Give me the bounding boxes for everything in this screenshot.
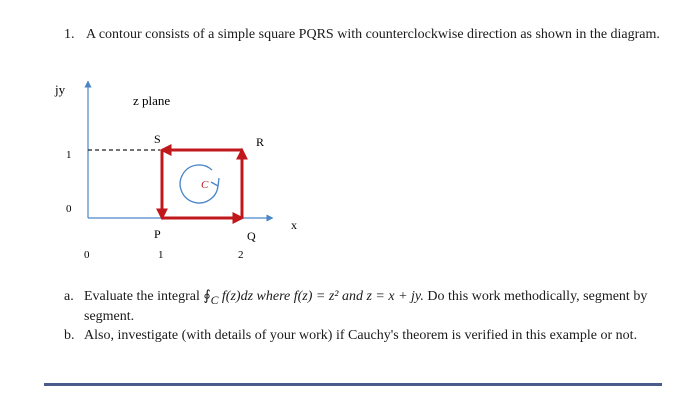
part-b <box>64 328 674 344</box>
part-a-pre: Evaluate the integral <box>84 289 200 304</box>
vertex-R: R <box>256 135 265 149</box>
integral-icon: ∮ <box>203 289 211 304</box>
sub-questions <box>64 289 674 347</box>
vertex-P: P <box>154 227 161 241</box>
vertex-Q: Q <box>247 229 256 243</box>
problem-number: 1. <box>64 27 75 42</box>
x-tick-0: 0 <box>84 249 90 261</box>
plane-label: z plane <box>133 93 171 108</box>
x-tick-2: 2 <box>238 249 244 261</box>
vertex-S: S <box>154 132 161 146</box>
contour-label: C <box>201 179 209 191</box>
y-tick-0: 0 <box>66 203 72 215</box>
part-b-letter: b. <box>64 327 75 343</box>
part-a-letter: a. <box>64 289 74 304</box>
part-a-expression: f(z)dz where f(z) = z² and z = x + jy. <box>221 289 424 304</box>
part-b-text: Also, investigate (with details of your work) if Cauchy's theorem is verified in this example or not. <box>84 327 638 343</box>
x-tick-1: 1 <box>158 249 164 261</box>
part-a-post: Do this work methodically, segment by segment. <box>84 289 648 324</box>
jy-label: jy <box>55 82 66 97</box>
problem-text: A contour consists of a simple square PQRS with counterclockwise direction as shown in the diagram. <box>86 27 660 42</box>
part-a <box>64 289 674 325</box>
orientation-circle <box>180 165 218 203</box>
orientation-arrow-icon <box>211 178 219 186</box>
bottom-divider <box>44 383 662 386</box>
x-label: x <box>291 218 297 232</box>
integral-subscript: C <box>210 293 219 307</box>
y-tick-1: 1 <box>66 149 72 161</box>
